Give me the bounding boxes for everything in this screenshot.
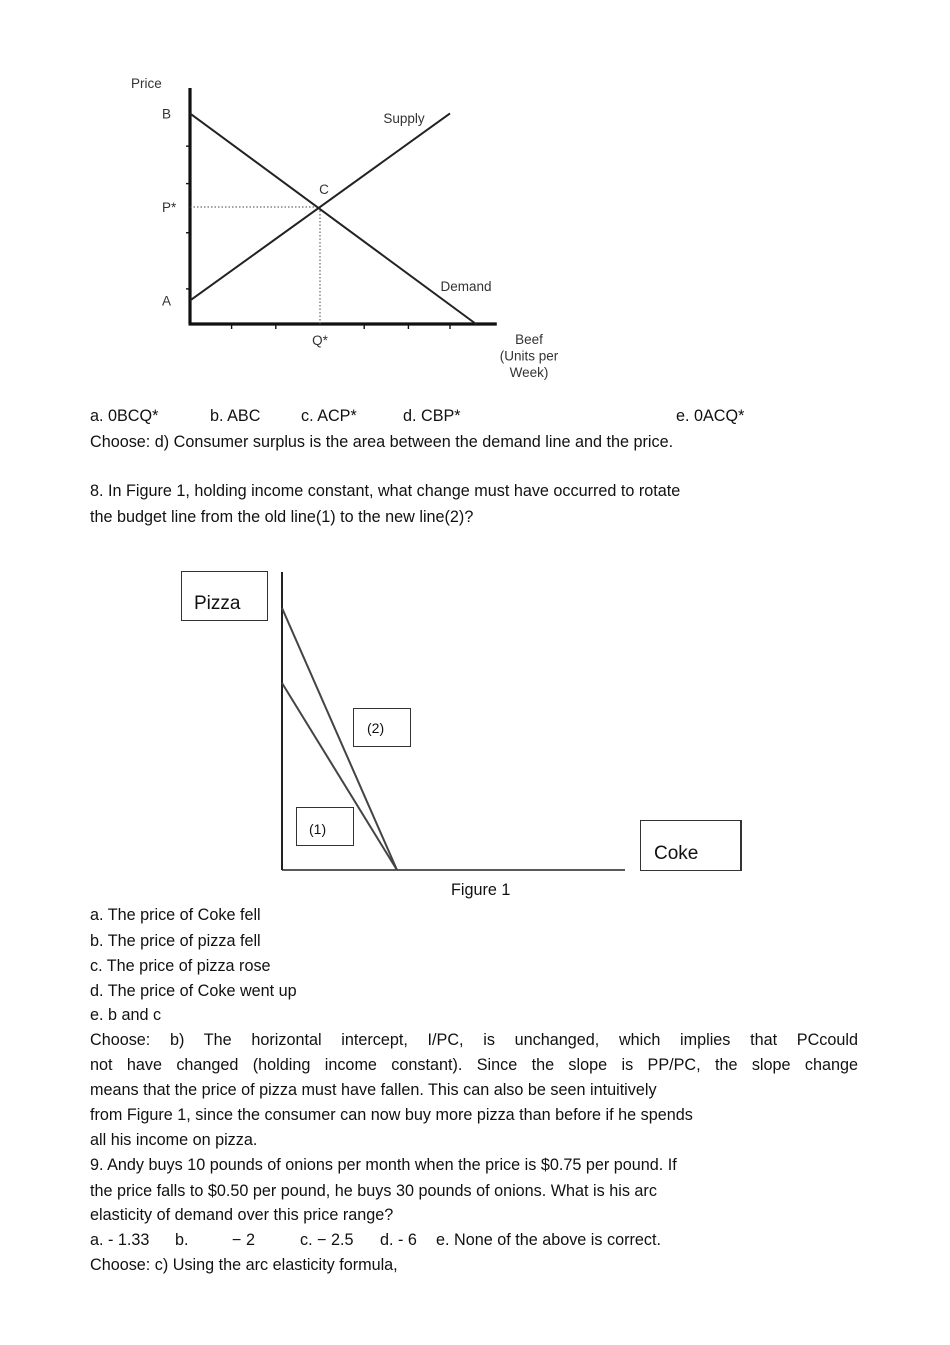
q8-question-line-2: the budget line from the old line(1) to the new line(2)? (90, 508, 474, 526)
y-axis-title: Price (131, 76, 162, 91)
q8-option-b: b. The price of pizza fell (90, 932, 261, 950)
y-tick-label: B (162, 106, 172, 122)
q9-option-d: d. - 6 (380, 1231, 417, 1249)
q8-answer-line-1: Choose: b) The horizontal intercept, I/PC, is unchanged, which implies that PCcould (90, 1031, 858, 1049)
q7-option-b: b. ABC (210, 407, 261, 425)
q9-option-b-value: − 2 (232, 1231, 255, 1249)
q9-question-line-1: 9. Andy buys 10 pounds of onions per month when the price is $0.75 per pound. If (90, 1156, 677, 1174)
q9-option-e: e. None of the above is correct. (436, 1231, 661, 1249)
q9-question-line-2: the price falls to $0.50 per pound, he buys 30 pounds of onions. What is his arc (90, 1182, 657, 1200)
line-1-label-box (296, 807, 354, 846)
q7-option-e: e. 0ACQ* (676, 407, 745, 425)
q9-question-line-3: elasticity of demand over this price range? (90, 1206, 394, 1224)
line-2-label-box (353, 708, 411, 747)
q8-answer-line-3: means that the price of pizza must have fallen. This can also be seen intuitively (90, 1081, 657, 1099)
x-axis-title-line: Week) (509, 365, 549, 380)
q8-option-d: d. The price of Coke went up (90, 982, 297, 1000)
q8-answer-line-4: from Figure 1, since the consumer can now buy more pizza than before if he spends (90, 1106, 693, 1124)
annotation-demand: Demand (440, 279, 492, 294)
q8-question-line-1: 8. In Figure 1, holding income constant, what change must have occurred to rotate (90, 482, 681, 500)
pizza-axis-label-box (181, 571, 268, 621)
equilibrium-guides (190, 207, 320, 324)
q9-option-a: a. - 1.33 (90, 1231, 150, 1249)
chart-ticks (186, 146, 450, 329)
chart-series (190, 113, 476, 324)
q8-option-c: c. The price of pizza rose (90, 957, 271, 975)
q8-option-e: e. b and c (90, 1006, 162, 1024)
y-tick-label: A (162, 293, 172, 309)
q8-option-a: a. The price of Coke fell (90, 906, 261, 924)
q7-option-a: a. 0BCQ* (90, 407, 159, 425)
q8-answer-line-5: all his income on pizza. (90, 1131, 258, 1149)
demand-line (190, 113, 476, 324)
q8-answer-line-2: not have changed (holding income constant). Since the slope is PP/PC, the slope change (90, 1056, 858, 1074)
supply-demand-chart (0, 0, 950, 400)
q9-answer: Choose: c) Using the arc elasticity formula, (90, 1256, 398, 1274)
pizza-axis-label: Pizza (194, 593, 241, 614)
annotation-c: C (319, 182, 329, 197)
coke-axis-label: Coke (654, 843, 699, 864)
q7-option-d: d. CBP* (403, 407, 461, 425)
annotation-supply: Supply (383, 111, 425, 126)
x-axis-title-line: Beef (515, 332, 543, 347)
x-axis-title-line: (Units per (499, 348, 559, 364)
q9-option-c: c. − 2.5 (300, 1231, 354, 1249)
q9-option-b: b. (175, 1231, 189, 1249)
x-tick-label: Q* (312, 333, 328, 348)
coke-axis-label-box (640, 820, 742, 871)
q7-answer: Choose: d) Consumer surplus is the area between the demand line and the price. (90, 433, 674, 451)
y-tick-label: P* (162, 200, 177, 215)
figure-1-caption: Figure 1 (451, 881, 511, 899)
line-1-label: (1) (309, 821, 327, 837)
q7-option-c: c. ACP* (301, 407, 357, 425)
line-2-label: (2) (367, 720, 385, 736)
